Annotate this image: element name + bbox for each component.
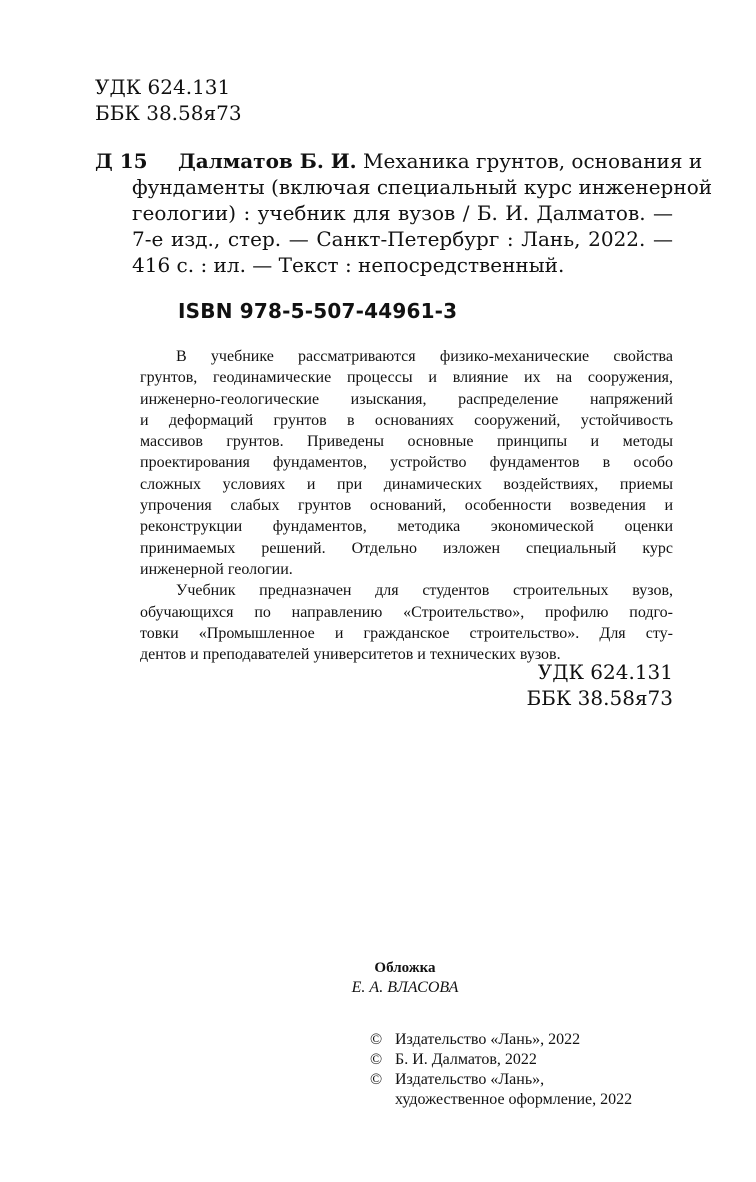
annotation (140, 346, 673, 665)
annotation-line: инженерной геологии. (140, 560, 293, 578)
annotation-line: упрочения слабых грунтов оснований, особенности возведения и (140, 497, 673, 515)
entry-line: 416 с. : ил. — Текст : непосредственный. (132, 253, 565, 277)
author-mark: Д 15 (95, 149, 148, 173)
annotation-line: массивов грунтов. Приведены основные принципы и методы (140, 433, 673, 451)
entry-line-text: Механика грунтов, основания и (363, 149, 703, 173)
entry-line (178, 148, 703, 174)
annotation-line: дентов и преподавателей университетов и технических вузов. (140, 646, 561, 664)
copyright-text: Издательство «Лань», 2022 (395, 1031, 581, 1048)
udk-code: УДК 624.131 (95, 75, 231, 99)
bbk-code: ББК 38.58я73 (95, 101, 242, 125)
entry-continuation (95, 174, 713, 278)
entry-line: 7-е изд., стер. — Санкт-Петербург : Лань, 2022. — (132, 227, 673, 251)
bbk-code: ББК 38.58я73 (526, 686, 673, 710)
annotation-line: Учебник предназначен для студентов строительных вузов, (176, 582, 673, 600)
annotation-line: обучающихся по направлению «Строительство», профилю подго- (140, 603, 673, 621)
cover-title: Обложка (374, 960, 436, 976)
copyright-block (370, 1030, 632, 1110)
annotation-line: грунтов, геодинамические процессы и влияние их на сооружения, (140, 369, 673, 387)
cover-credit (0, 958, 756, 998)
author-name: Далматов Б. И. (178, 149, 357, 173)
copyright-icon: © (370, 1031, 383, 1048)
copyright-row (370, 1030, 632, 1050)
copyright-text: Издательство «Лань», (395, 1071, 545, 1088)
udk-code: УДК 624.131 (537, 660, 673, 684)
copyright-row (370, 1070, 632, 1090)
copyright-icon: © (370, 1051, 383, 1068)
entry-description (132, 148, 703, 174)
entry-line: геологии) : учебник для вузов / Б. И. Далматов. — (132, 201, 673, 225)
entry-line: фундаменты (включая специальный курс инженерной (132, 175, 713, 199)
classification-bottom (526, 659, 673, 711)
copyright-text: Б. И. Далматов, 2022 (395, 1051, 537, 1068)
annotation-line: товки «Промышленное и гражданское строительство». Для сту- (140, 624, 673, 642)
bibliographic-entry (95, 148, 713, 278)
isbn: ISBN 978-5-507-44961-3 (178, 299, 458, 323)
copyright-continuation: художественное оформление, 2022 (395, 1091, 633, 1108)
copyright-row (370, 1050, 632, 1070)
annotation-line: реконструкции фундаментов, методика экономической оценки (140, 518, 673, 536)
annotation-line: проектирования фундаментов, устройство фундаментов в особо (140, 454, 673, 472)
annotation-line: В учебнике рассматриваются физико-механические свойства (176, 348, 673, 365)
annotation-line: сложных условиях и при динамических воздействиях, приемы (140, 475, 673, 493)
copyright-icon: © (370, 1071, 383, 1088)
annotation-line: и деформаций грунтов в основаниях сооружений, устойчивость (140, 411, 673, 429)
cover-designer: Е. А. ВЛАСОВА (351, 979, 459, 996)
annotation-line: инженерно-геологические изыскания, распределение напряжений (140, 390, 673, 408)
annotation-line: принимаемых решений. Отдельно изложен специальный курс (140, 539, 673, 557)
classification-top (95, 74, 242, 126)
